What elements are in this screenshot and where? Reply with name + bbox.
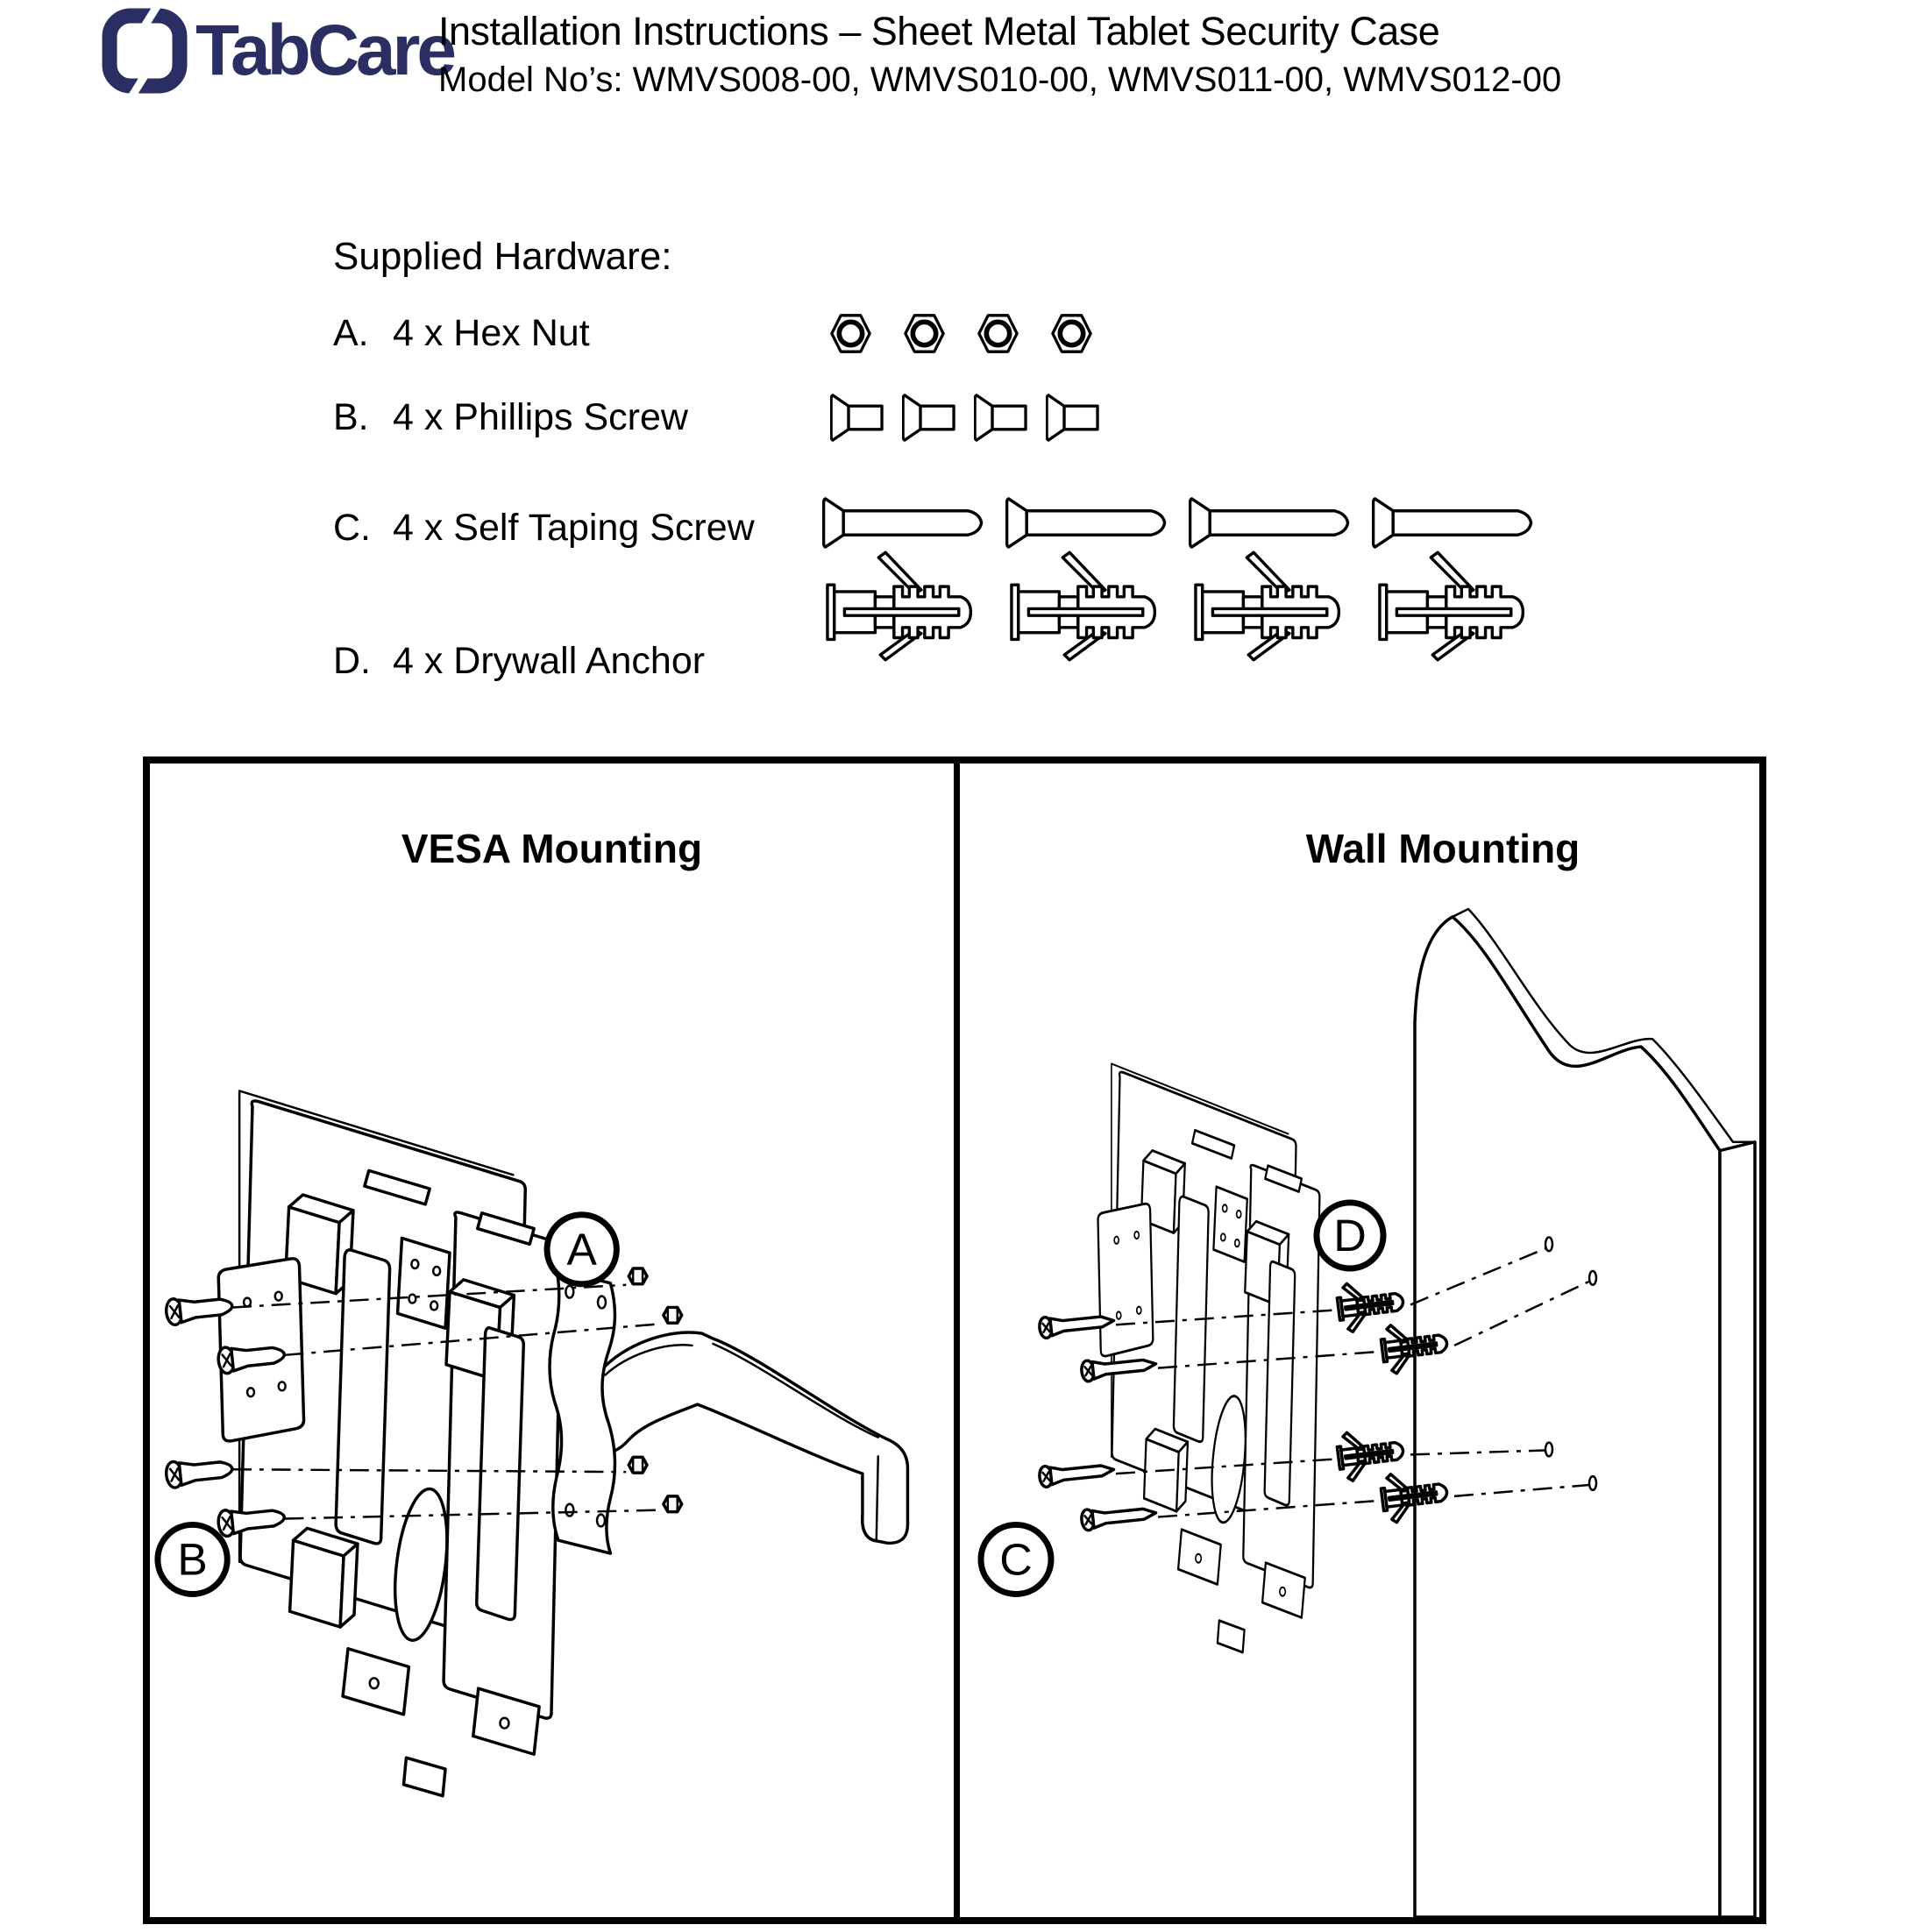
hardware-item-icons [826, 550, 1535, 662]
hex-nut-icon [629, 1268, 647, 1284]
callout-b [158, 1524, 227, 1594]
brand-logo [101, 7, 453, 95]
drywall-anchor-icon [1378, 550, 1535, 662]
hex-nut-icon [664, 1307, 682, 1323]
hardware-item-desc: 4 x Hex Nut [393, 312, 590, 354]
phillips-screw-icon [974, 393, 1029, 443]
drywall-anchor-icon [1194, 550, 1351, 662]
hardware-item-label: D. [333, 640, 371, 682]
hardware-item-label: B. [333, 396, 369, 438]
wall-mounting-diagram [960, 764, 1759, 1917]
svg-text:D: D [1333, 1210, 1367, 1261]
self-taping-screw-icon [1189, 496, 1359, 550]
hardware-item-icons [830, 312, 1092, 355]
hardware-item-icons [830, 393, 1101, 443]
drywall-anchor-icon [1336, 1426, 1406, 1482]
monitor-arm-drawing [582, 1332, 907, 1543]
svg-text:C: C [999, 1534, 1033, 1585]
model-numbers: Model No’s: WMVS008-00, WMVS010-00, WMVS011-00, WMVS012-00 [438, 60, 1562, 99]
self-taping-screw-icon [822, 496, 992, 550]
svg-text:B: B [177, 1533, 208, 1585]
hardware-item-desc: 4 x Self Taping Screw [393, 507, 755, 549]
phillips-screw-icon [1046, 393, 1101, 443]
phillips-screw-icon [902, 393, 957, 443]
hardware-item-text [333, 640, 705, 683]
svg-text:A: A [566, 1224, 597, 1275]
panel-divider [954, 764, 960, 1917]
hex-nut-icon [629, 1457, 647, 1473]
hex-nut-icon [1051, 312, 1092, 355]
wall-drawing [1415, 909, 1755, 1917]
tabcare-logo-icon [101, 7, 188, 95]
drywall-anchor-icon [826, 550, 983, 662]
callout-d [1317, 1203, 1383, 1268]
hardware-item-desc: 4 x Phillips Screw [393, 396, 688, 438]
hardware-item-label: C. [333, 507, 371, 549]
document-title: Installation Instructions – Sheet Metal Tablet Security Case [438, 9, 1440, 53]
callout-c [981, 1524, 1051, 1594]
vesa-mounting-diagram [150, 764, 954, 1917]
hex-nut-icon [977, 312, 1019, 355]
mounting-diagrams [143, 756, 1766, 1924]
hardware-item-desc: 4 x Drywall Anchor [393, 640, 706, 682]
document-header [0, 0, 1932, 114]
vesa-panel-title: VESA Mounting [401, 826, 703, 871]
phillips-screw-icon [830, 393, 885, 443]
hardware-item-label: A. [333, 312, 369, 354]
callout-a [547, 1215, 616, 1284]
supplied-hardware-heading: Supplied Hardware: [333, 235, 672, 278]
self-taping-screw-icon [1081, 1502, 1157, 1531]
self-taping-screw-icon [1005, 496, 1176, 550]
hardware-item-icons [822, 496, 1542, 550]
drywall-anchor-icon [1010, 550, 1167, 662]
hardware-item-text [333, 507, 755, 550]
self-taping-screw-icon [1372, 496, 1542, 550]
wall-panel-title: Wall Mounting [1305, 826, 1580, 871]
brand-name: TabCare [195, 11, 454, 90]
hex-nut-icon [830, 312, 871, 355]
phillips-screw-icon [165, 1456, 233, 1488]
hardware-item-text [333, 396, 688, 439]
drywall-anchor-icon [1336, 1277, 1406, 1333]
title-block [438, 9, 1928, 100]
self-taping-screw-icon [1039, 1460, 1115, 1488]
hardware-item-text [333, 312, 590, 355]
hex-nut-icon [664, 1496, 682, 1512]
hex-nut-icon [904, 312, 945, 355]
